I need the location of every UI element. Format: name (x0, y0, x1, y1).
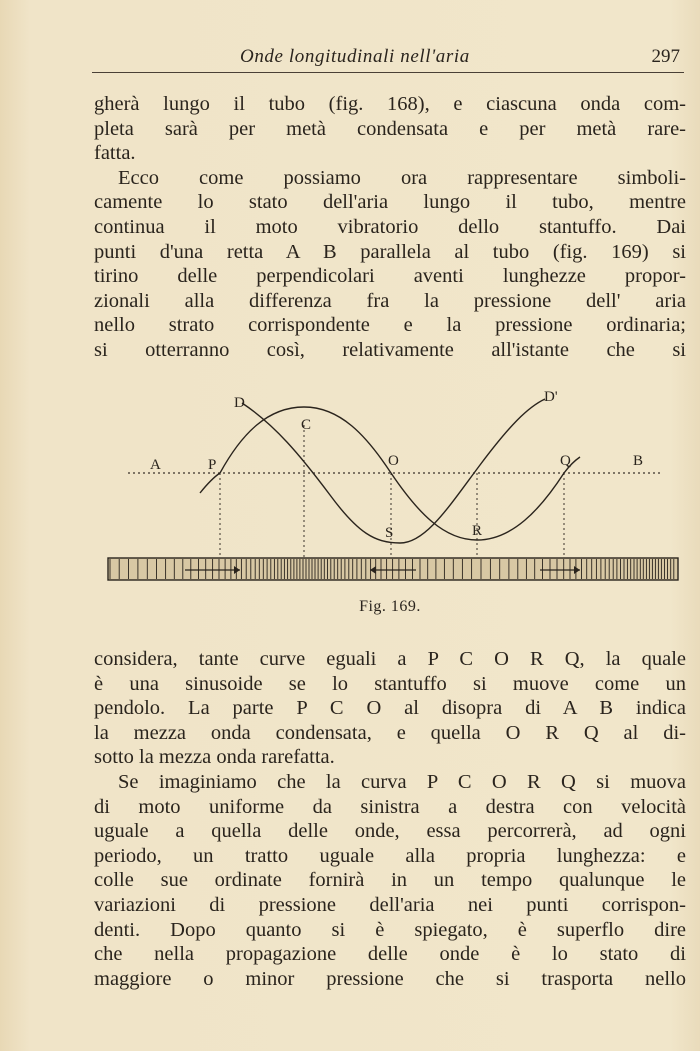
label-d: D (234, 395, 245, 411)
label-o: O (388, 453, 399, 469)
text-line: considera, tante curve eguali a P C O R Q, la quale (94, 648, 686, 670)
text-line: maggiore o minor pressione che si trasporta nello (94, 967, 686, 990)
text-line: pleta sarà per metà condensata e per metà rare- (94, 117, 686, 140)
text-line: punti d'una retta A B parallela al tubo (fig. 169) si (94, 240, 686, 263)
running-title: Onde longitudinali nell'aria (240, 46, 470, 67)
text-line: nello strato corrispondente e la pressione ordinaria; (94, 314, 686, 337)
text-line: denti. Dopo quanto si è spiegato, è superflo dire (94, 918, 686, 941)
page-number: 297 (651, 46, 680, 67)
text-line: gherà lungo il tubo (fig. 168), e ciascuna onda com- (94, 93, 686, 115)
text-line: colle sue ordinate fornirà in un tempo qualunque le (94, 869, 686, 892)
text-lower (94, 647, 686, 991)
text-line: di moto uniforme da sinistra a destra con velocità (94, 795, 686, 818)
figure-169 (100, 385, 690, 600)
label-s: S (385, 525, 394, 541)
text-line: zionali alla differenza fra la pressione dell' aria (94, 289, 686, 312)
text-line: che nella propagazione delle onde è lo stato di (94, 943, 686, 966)
figure-caption: Fig. 169. (359, 598, 421, 615)
text-line: è una sinusoide se lo stantuffo si muove come un (94, 672, 686, 695)
curve-tail-left (200, 473, 220, 493)
label-r: R (472, 523, 483, 539)
text-line: Ecco come possiamo ora rappresentare simboli- (118, 166, 686, 189)
text-line: uguale a quella delle onde, essa percorrerà, ad ogni (94, 820, 686, 843)
curve-dd (242, 399, 545, 543)
text-line: tirino delle perpendicolari aventi lunghezze propor- (94, 265, 686, 288)
label-b: B (633, 453, 644, 469)
label-c: C (301, 417, 312, 433)
text-line: continua il moto vibratorio dello stantuffo. Dai (94, 215, 686, 238)
label-q: Q (560, 453, 571, 469)
text-line: camente lo stato dell'aria lungo il tubo, mentre (94, 191, 686, 214)
running-head (92, 44, 684, 73)
tube-drawing (108, 558, 678, 580)
sinusoid-diagram (100, 385, 690, 600)
text-line: si otterranno così, relativamente all'istante che si (94, 338, 686, 361)
text-line: Se imaginiamo che la curva P C O R Q si muova (118, 770, 686, 793)
label-a: A (150, 457, 161, 473)
label-p: P (208, 457, 217, 473)
text-line: pendolo. La parte P C O al disopra di A B indica (94, 697, 686, 720)
text-line: variazioni di pressione dell'aria nei punti corrispon- (94, 893, 686, 916)
text-line: sotto la mezza onda rarefatta. (94, 746, 335, 769)
text-line: la mezza onda condensata, e quella O R Q al di- (94, 721, 686, 744)
text-upper (94, 92, 686, 363)
text-line: fatta. (94, 142, 136, 165)
label-d-prime: D' (544, 389, 558, 405)
text-line: periodo, un tratto uguale alla propria lunghezza: e (94, 844, 686, 867)
